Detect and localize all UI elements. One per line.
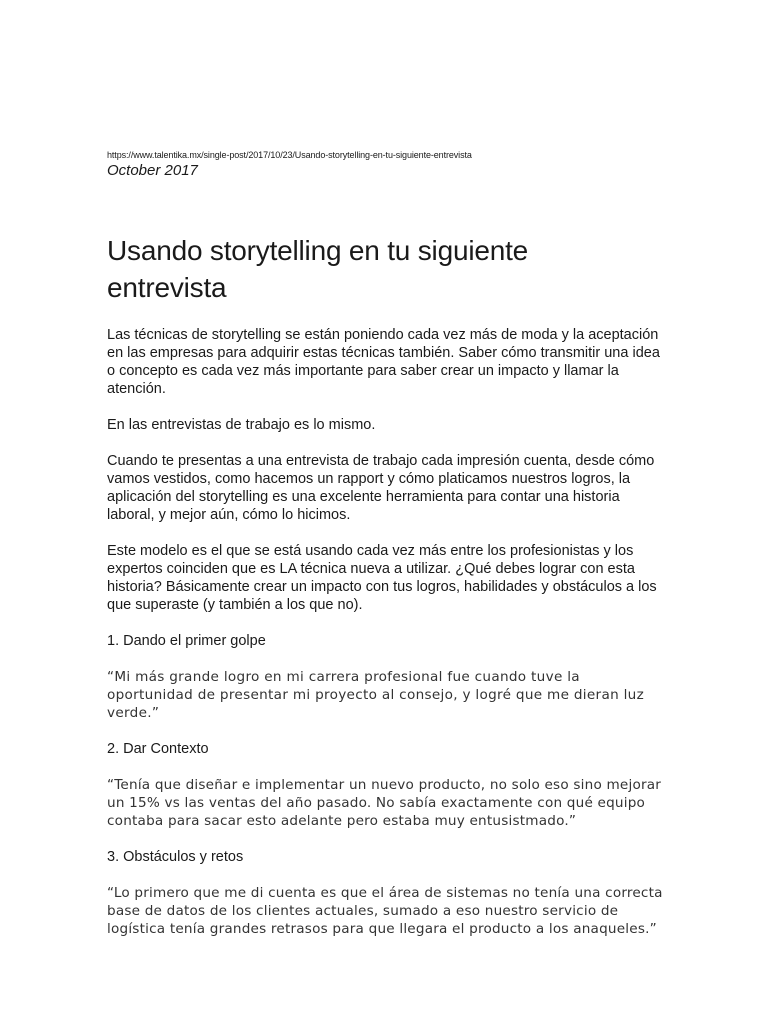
publication-date: October 2017 (107, 162, 198, 179)
step3-heading: 3. Obstáculos y retos (107, 849, 244, 865)
source-url: https://www.talentika.mx/single-post/2017/10/23/Usando-storytelling-en-tu-siguiente-entrevista (107, 150, 472, 160)
step1-quote: “Mi más grande logro en mi carrera profesional fue cuando tuve la oportunidad de presentar mi proyecto al consejo, y logré que me dieran luz verde.” (107, 669, 645, 721)
document-page (107, 150, 667, 938)
paragraph-intro: Las técnicas de storytelling se están poniendo cada vez más de moda y la aceptación en las empresas para adquirir estas técnicas también. Saber cómo transmitir una idea o concepto es cada vez más importante para saber crear un impacto y llamar la atención. (107, 327, 660, 397)
paragraph-model: Este modelo es el que se está usando cada vez más entre los profesionistas y los expertos coinciden que es LA técnica nueva a utilizar. ¿Qué debes lograr con esta historia? Básicamente crear un impacto con tus logros, habilidades y obstáculos a los que superaste (y también a los que no). (107, 543, 657, 613)
article-title (107, 232, 667, 306)
article-title-line1: Usando storytelling en tu siguiente (107, 235, 529, 266)
step2-heading: 2. Dar Contexto (107, 741, 209, 757)
paragraph-interviews: En las entrevistas de trabajo es lo mismo. (107, 417, 376, 433)
step1-heading: 1. Dando el primer golpe (107, 633, 266, 649)
article-title-line2: entrevista (107, 272, 227, 303)
paragraph-presentation: Cuando te presentas a una entrevista de trabajo cada impresión cuenta, desde cómo vamos vestidos, como hacemos un rapport y cómo platicamos nuestros logros, la aplicación del storytelling es una excelente herramienta para contar una historia laboral, y mejor aún, cómo lo hicimos. (107, 453, 655, 523)
step3-quote: “Lo primero que me di cuenta es que el área de sistemas no tenía una correcta base de datos de los clientes actuales, sumado a eso nuestro servicio de logística tenía grandes retrasos para que llegara el producto a los anaqueles.” (107, 885, 663, 937)
step2-quote: “Tenía que diseñar e implementar un nuevo producto, no solo eso sino mejorar un 15% vs las ventas del año pasado. No sabía exactamente con qué equipo contaba para sacar esto adelante pero estaba muy entusistmado.” (107, 777, 662, 829)
